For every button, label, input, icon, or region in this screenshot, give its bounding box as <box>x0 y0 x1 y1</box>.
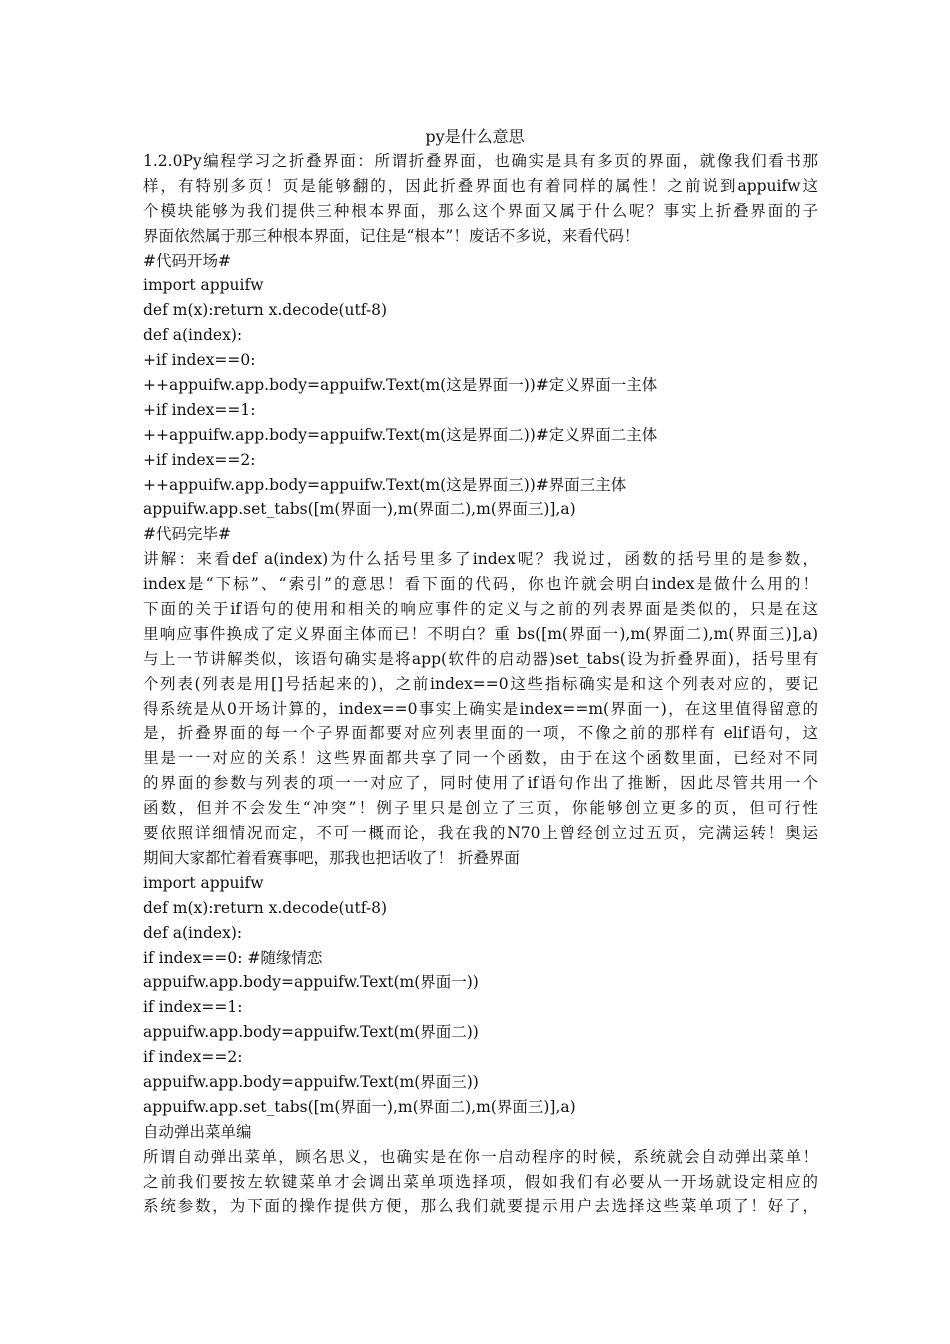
text-line: def a(index): <box>143 326 243 345</box>
text-line: 自动弹出菜单编 <box>143 1122 252 1141</box>
text-line: import appuifw <box>143 276 264 295</box>
text-line: 系统参数，为下面的操作提供方便，那么我们就要提示用户去选择这些菜单项了！好了， <box>143 1197 818 1216</box>
text-line: ++appuifw.app.body=appuifw.Text(m(这是界面三))#界面三主体 <box>143 475 627 494</box>
text-line: 讲解：来看def a(index)为什么括号里多了index呢？我说过，函数的括号里的是参数， <box>143 550 818 569</box>
text-line: appuifw.app.set_tabs([m(界面一),m(界面二),m(界面三)],a) <box>143 1097 576 1116</box>
text-line: import appuifw <box>143 873 264 892</box>
text-line: def m(x):return x.decode(utf-8) <box>143 301 388 320</box>
text-line: appuifw.app.body=appuifw.Text(m(界面二)) <box>143 1023 479 1042</box>
text-line: 与上一节讲解类似，该语句确实是将app(软件的启动器)set_tabs(设为折叠界面)，括号里有 <box>143 649 818 668</box>
text-line: 个模块能够为我们提供三种根本界面，那么这个界面又属于什么呢？事实上折叠界面的子 <box>143 201 818 220</box>
text-line: 个列表(列表是用[]号括起来的)，之前index==0这些指标确实是和这个列表对应的，要记 <box>143 674 818 693</box>
text-line: if index==0: #随缘情恋 <box>143 948 323 967</box>
text-line: 要依照详细情况而定，不可一概而论，我在我的N70上曾经创立过五页，完满运转！奥运 <box>143 824 818 843</box>
text-line: def m(x):return x.decode(utf-8) <box>143 898 388 917</box>
text-line: 函数，但并不会发生“冲突”！例子里只是创立了三页，你能够创立更多的页，但可行性 <box>143 799 818 818</box>
text-line: 期间大家都忙着看赛事吧，那我也把话收了！ 折叠界面 <box>143 848 520 867</box>
text-line: 1.2.0Py编程学习之折叠界面：所谓折叠界面，也确实是具有多页的界面，就像我们看书那 <box>143 152 818 170</box>
text-line: 所谓自动弹出菜单，顾名思义，也确实是在你一启动程序的时候，系统就会自动弹出菜单！ <box>143 1147 818 1166</box>
text-line: 得系统是从0开场计算的，index==0事实上确实是index==m(界面一)，在这里值得留意的 <box>143 699 818 718</box>
text-line: def a(index): <box>143 923 243 942</box>
text-line: 之前我们要按左软键菜单才会调出菜单项选择项，假如我们有必要从一开场就设定相应的 <box>143 1172 818 1191</box>
text-line: +if index==1: <box>143 400 256 419</box>
text-line: +if index==0: <box>143 351 256 370</box>
text-line: ++appuifw.app.body=appuifw.Text(m(这是界面一))#定义界面一主体 <box>143 376 658 395</box>
text-line: ++appuifw.app.body=appuifw.Text(m(这是界面二))#定义界面二主体 <box>143 425 658 444</box>
text-line: if index==2: <box>143 1048 243 1067</box>
text-line: appuifw.app.body=appuifw.Text(m(界面三)) <box>143 1072 479 1091</box>
text-line: 的界面的参数与列表的项一一对应了，同时使用了if语句作出了推断，因此尽管共用一个 <box>143 774 818 793</box>
text-line: 是，折叠界面的每一个子界面都要对应列表里面的一项，不像之前的那样有 elif语句，这 <box>143 724 818 743</box>
text-line: 下面的关于if语句的使用和相关的响应事件的定义与之前的列表界面是类似的，只是在这 <box>143 600 818 619</box>
text-line: appuifw.app.set_tabs([m(界面一),m(界面二),m(界面三)],a) <box>143 500 576 519</box>
text-line: #代码开场# <box>143 251 231 270</box>
text-line: 样，有特别多页！页是能够翻的，因此折叠界面也有着同样的属性！之前说到appuifw这 <box>143 176 818 195</box>
text-line: appuifw.app.body=appuifw.Text(m(界面一)) <box>143 973 479 992</box>
text-line: #代码完毕# <box>143 525 231 544</box>
document-body <box>143 149 818 1219</box>
text-line: +if index==2: <box>143 450 256 469</box>
text-line: 里响应事件换成了定义界面主体而已！不明白？重 bs([m(界面一),m(界面二),m(界面三)],a) <box>143 624 818 643</box>
text-line: 界面依然属于那三种根本界面，记住是“根本”！废话不多说，来看代码！ <box>143 226 640 245</box>
text-line: index是“下标”、“索引”的意思！看下面的代码，你也许就会明白index是做什么用的！ <box>143 575 818 594</box>
document-title: py是什么意思 <box>425 127 525 146</box>
text-line: if index==1: <box>143 998 243 1017</box>
text-line: 里是一一对应的关系！这些界面都共享了同一个函数，由于在这个函数里面，已经对不同 <box>143 749 818 768</box>
